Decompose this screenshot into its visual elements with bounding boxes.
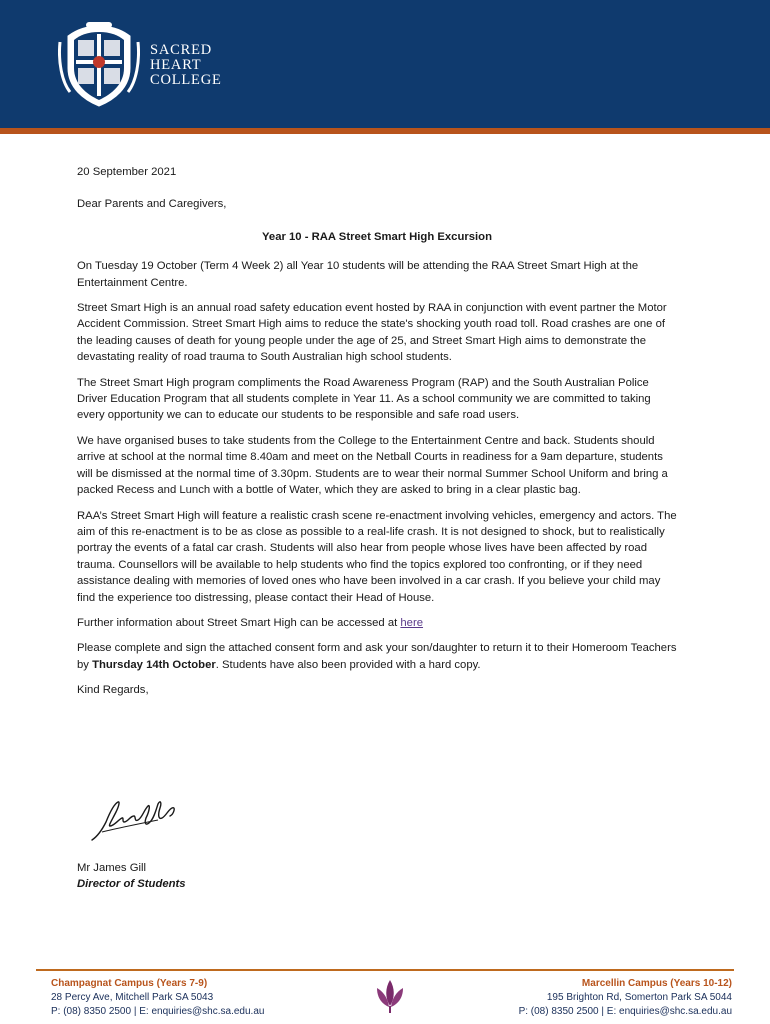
further-info-link[interactable]: here <box>400 616 424 629</box>
paragraph-2: Street Smart High is an annual road safety education event hosted by RAA in conjunction with event partner the Motor Accident Commission. Street Smart High aims to reduce the state's shocking youth road toll. Road crashes are one of the leading causes of death for young people under the age of 25, and Street Smart High aims to demonstrate the devastating reality of road trauma to South Australian high school students. <box>77 302 667 364</box>
left-campus-contact: P: (08) 8350 2500 | E: enquiries@shc.sa.edu.au <box>51 1006 265 1017</box>
college-crest-icon <box>58 22 140 108</box>
further-info-paragraph <box>77 615 677 631</box>
left-campus-address: 28 Percy Ave, Mitchell Park SA 5043 <box>51 992 214 1003</box>
paragraph-5: RAA’s Street Smart High will feature a realistic crash scene re-enactment involving vehicles, emergency and actors. The aim of this re-enactment is to be as close as possible to a real-life crash. It is not designed to shock, but to realistically portray the events of a fatal car crash. Students will also hear from people whose lives have been affected by road trauma. Counsellors will be available to help students who find the topics explored too confronting, or if they need assistance dealing with memories of loved ones who have been involved in a car crash. If you believe your child may find the experience too distressing, please contact their Head of House. <box>77 509 677 604</box>
lotus-flower-icon <box>373 978 407 1014</box>
letter-salutation: Dear Parents and Caregivers, <box>77 198 227 211</box>
left-campus-name: Champagnat Campus (Years 7-9) <box>51 978 208 989</box>
right-campus-contact: P: (08) 8350 2500 | E: enquiries@shc.sa.edu.au <box>518 1006 732 1017</box>
letter-closing: Kind Regards, <box>77 684 149 697</box>
right-campus-address: 195 Brighton Rd, Somerton Park SA 5044 <box>546 992 732 1003</box>
consent-paragraph <box>77 640 677 673</box>
consent-text-after: . Students have also been provided with a hard copy. <box>215 658 481 671</box>
consent-text-before: Please complete and sign the attached consent form and ask your son/daughter to return it to their Homeroom Teachers by <box>77 642 677 671</box>
right-campus-info <box>519 977 732 1019</box>
paragraph-1: On Tuesday 19 October (Term 4 Week 2) all Year 10 students will be attending the RAA Street Smart High at the Entertainment Centre. <box>77 260 639 289</box>
right-campus-name: Marcellin Campus (Years 10-12) <box>581 978 732 989</box>
brand-line-3: COLLEGE <box>150 72 222 88</box>
brand-line-1: SACRED <box>150 42 213 58</box>
college-wordmark <box>150 43 222 88</box>
letter-body <box>77 164 677 708</box>
signatory-title: Director of Students <box>77 878 186 891</box>
consent-deadline: Thursday 14th October <box>92 658 216 671</box>
footer-divider <box>36 969 734 971</box>
letter-subject: Year 10 - RAA Street Smart High Excursion <box>262 230 492 243</box>
further-info-text: Further information about Street Smart High can be accessed at <box>77 616 401 629</box>
paragraph-3: The Street Smart High program compliments the Road Awareness Program (RAP) and the South Australian Police Driver Education Program that all students complete in Year 11. As a school community we are committed to taking every opportunity we can to educate our students to be responsible and safe road users. <box>77 376 651 422</box>
handwritten-signature <box>88 796 184 844</box>
header-accent-stripe <box>0 128 770 134</box>
paragraph-4: We have organised buses to take students from the College to the Entertainment Centre and back. Students should arrive at school at the normal time 8.40am and meet on the Netball Courts in readiness for a 9am departure, students will be dismissed at the normal time of 3.30pm. Students are to wear their normal Summer School Uniform and bring a packed Recess and Lunch with a bottle of Water, which they are asked to bring in a clear plastic bag. <box>77 434 668 497</box>
brand-line-2: HEART <box>150 57 202 73</box>
left-campus-info <box>51 977 264 1019</box>
signoff-block <box>77 860 186 893</box>
signatory-name: Mr James Gill <box>77 862 147 874</box>
letter-date: 20 September 2021 <box>77 166 177 178</box>
letterhead-banner <box>0 0 770 128</box>
